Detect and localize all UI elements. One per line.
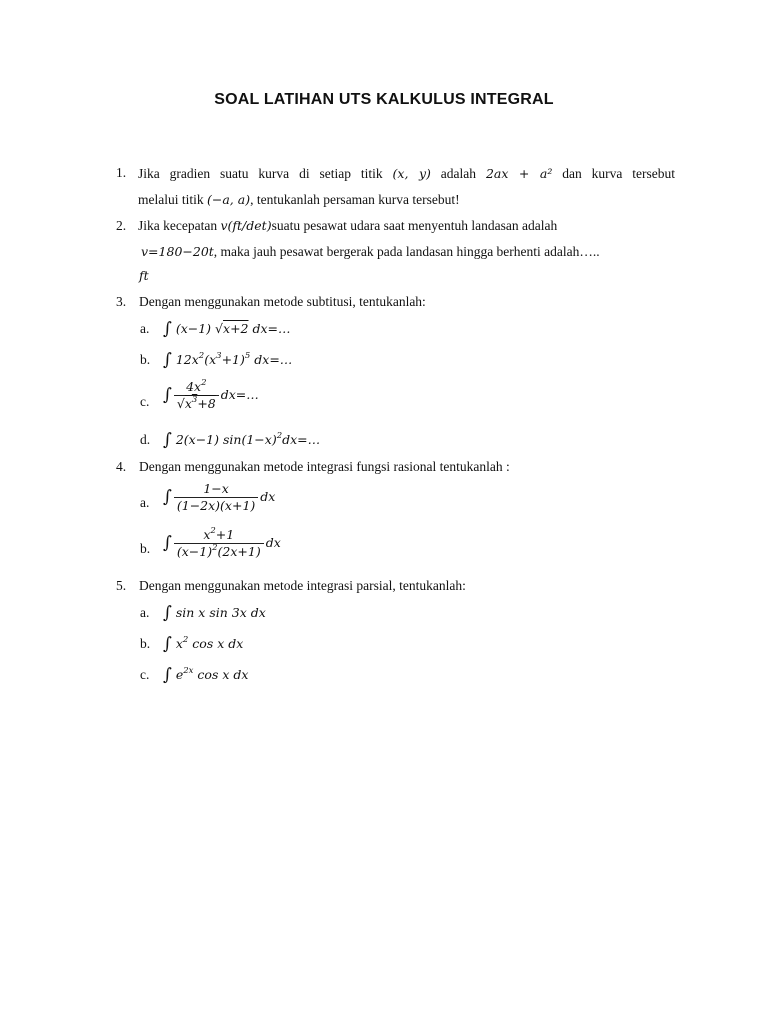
q1-point: (−a, a) bbox=[207, 192, 251, 207]
q1-number: 1. bbox=[116, 165, 127, 180]
q5-item-a-expr: ∫ sin x sin 3x dx bbox=[163, 603, 266, 623]
q2-text-3: , maka jauh pesawat bergerak pada landasan hingga berhenti adalah….. bbox=[213, 244, 600, 259]
q3-item-a-expr: ∫ (x−1) √x+2 dx=… bbox=[163, 319, 291, 339]
q3-item-c-expr: ∫ $\frac{4x^2}{√x^3+8}$ dx=… bbox=[163, 378, 259, 411]
q2-eq: v=180−20t bbox=[141, 244, 214, 259]
q1-text-4: melalui titik bbox=[138, 192, 204, 207]
q4-item-b-label: b. bbox=[140, 541, 151, 556]
q3-item-b-expr: ∫ $12x^2(x^3+1)^5$ dx=… bbox=[163, 350, 293, 370]
q4-item-a-label: a. bbox=[140, 495, 150, 510]
q1-text-1: Jika gradien suatu kurva di setiap titik bbox=[138, 166, 383, 181]
q2-unit: v(ft/det) bbox=[220, 218, 272, 233]
q3-item-d-label: d. bbox=[140, 432, 151, 447]
q1-text-2: adalah bbox=[440, 166, 477, 181]
q2-text-2: suatu pesawat udara saat menyentuh landasan adalah bbox=[271, 218, 558, 233]
q1-xy: (x, y) bbox=[392, 166, 431, 181]
page-title: SOAL LATIHAN UTS KALKULUS INTEGRAL bbox=[214, 91, 554, 108]
q4-item-a-expr: ∫ $\frac{1-x}{(1-2x)(x+1)}$ dx bbox=[163, 481, 276, 513]
q5-item-c-expr: ∫ $e^{2x}$ cos x dx bbox=[163, 665, 249, 685]
q1-text-5: , tentukanlah persaman kurva tersebut! bbox=[250, 192, 460, 207]
q2-line1 bbox=[138, 219, 557, 233]
q2-text-1: Jika kecepatan bbox=[138, 218, 218, 233]
q4-number: 4. bbox=[116, 459, 127, 474]
q2-number: 2. bbox=[116, 218, 127, 233]
q2-line2 bbox=[141, 245, 600, 259]
q5-item-c-label: c. bbox=[140, 667, 150, 682]
q1-text-3: dan kurva tersebut bbox=[562, 166, 676, 181]
q4-item-b-expr: ∫ $\frac{x^2+1}{(x-1)^2(2x+1)}$ dx bbox=[163, 526, 281, 559]
q5-text: Dengan menggunakan metode integrasi parsial, tentukanlah: bbox=[139, 578, 466, 593]
q3-item-d-expr: ∫ 2(x−1) $\sin(1-x)^2dx=\dots$ bbox=[163, 430, 321, 450]
q5-item-b-expr: ∫ $x^2$ cos x dx bbox=[163, 634, 244, 654]
q5-item-a-label: a. bbox=[140, 605, 150, 620]
q4-text: Dengan menggunakan metode integrasi fungsi rasional tentukanlah : bbox=[139, 459, 510, 474]
q5-number: 5. bbox=[116, 578, 127, 593]
q2-ft: ft bbox=[139, 268, 149, 283]
q3-item-b-label: b. bbox=[140, 352, 151, 367]
q1-expr: 2ax + a² bbox=[485, 166, 553, 181]
q3-number: 3. bbox=[116, 294, 127, 309]
q3-item-c-label: c. bbox=[140, 394, 150, 409]
q3-item-a-label: a. bbox=[140, 321, 150, 336]
q3-text: Dengan menggunakan metode subtitusi, tentukanlah: bbox=[139, 294, 426, 309]
q5-item-b-label: b. bbox=[140, 636, 151, 651]
q1-line1 bbox=[138, 166, 675, 182]
q1-line2 bbox=[138, 193, 460, 207]
